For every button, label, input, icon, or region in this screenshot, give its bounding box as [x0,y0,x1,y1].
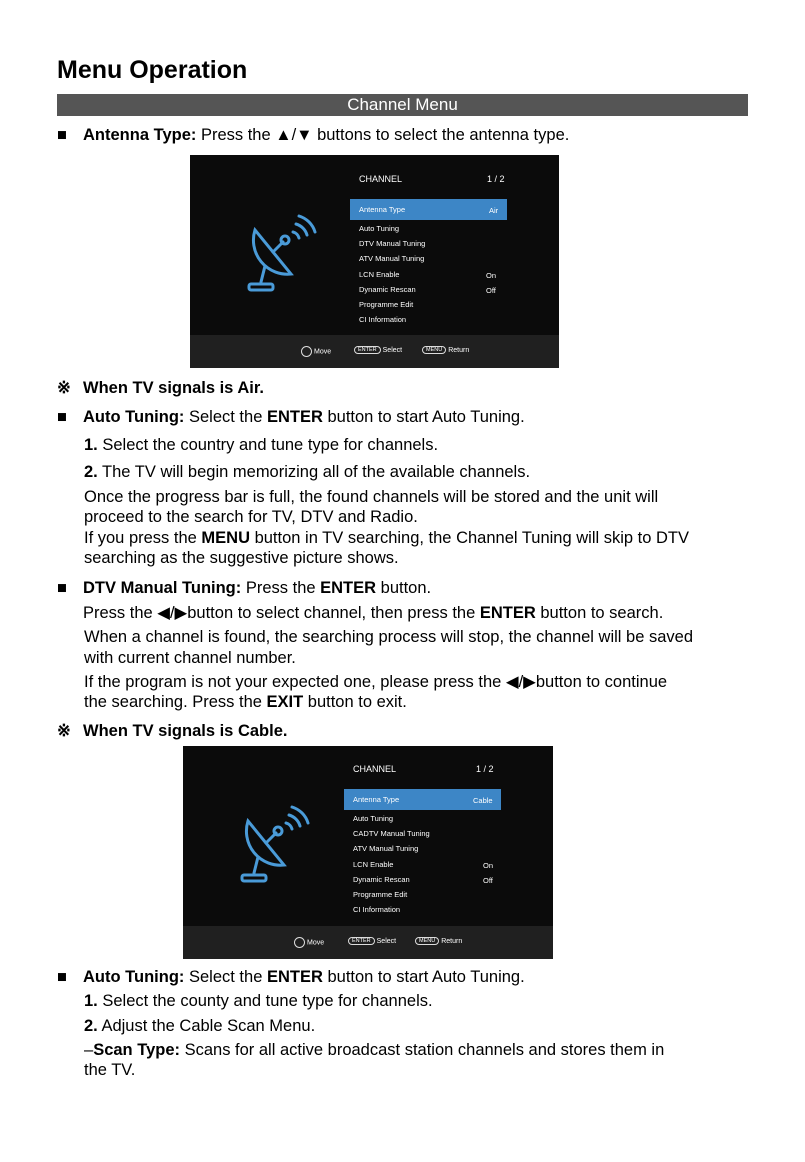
auto-tuning-cable-paragraph: ■ Auto Tuning: Select the ENTER button to start Auto Tuning. [57,968,525,986]
auto-text-line: Once the progress bar is full, the found channels will be stored and the unit will [84,488,659,506]
menu-header: CHANNEL [359,174,403,184]
reference-mark-icon: ※ [57,722,71,740]
menu-item-programme-edit[interactable]: Programme Edit [353,890,408,899]
cable-step-1: 1. Select the county and tune type for channels. [84,992,433,1010]
page-indicator: 1 / 2 [476,764,494,774]
auto-text-line: If you press the MENU button in TV searching, the Channel Tuning will skip to DTV [84,529,690,547]
rescan-value: Off [483,876,493,885]
cable-step-2: 2. Adjust the Cable Scan Menu. [84,1017,316,1035]
menu-item-dynamic-rescan[interactable]: Dynamic Rescan [359,285,416,294]
menu-item-antenna-type[interactable]: Antenna Type [359,205,406,214]
dtv-text-line: If the program is not your expected one, please press the ◀/▶button to continue [84,673,668,691]
return-hint: MENU Return [422,346,469,354]
dtv-text-line: with current channel number. [84,649,296,667]
reference-mark-icon: ※ [57,379,71,397]
dtv-manual-paragraph: ■ DTV Manual Tuning: Press the ENTER button. [57,579,432,597]
section-banner: Channel Menu [57,94,748,116]
move-hint: Move [301,346,331,357]
satellite-dish-icon [233,208,323,298]
antenna-value: Cable [473,796,493,805]
tv-footer [190,335,559,368]
return-hint: MENU Return [415,937,462,945]
square-bullet-icon: ■ [57,579,67,597]
auto-step-1: 1. Select the country and tune type for channels. [84,436,439,454]
tv-screen-air [190,155,559,368]
navigate-icon [301,346,312,357]
menu-key-icon: MENU [415,937,439,945]
menu-header: CHANNEL [353,764,397,774]
scan-type-line: the TV. [84,1061,136,1079]
auto-text-line: proceed to the search for TV, DTV and Radio. [84,508,418,526]
auto-text-line: searching as the suggestive picture shows. [84,549,399,567]
move-hint: Move [294,937,324,948]
menu-item-atv-manual[interactable]: ATV Manual Tuning [359,254,425,263]
menu-item-auto-tuning[interactable]: Auto Tuning [359,224,400,233]
square-bullet-icon: ■ [57,968,67,986]
menu-item-programme-edit[interactable]: Programme Edit [359,300,414,309]
menu-item-auto-tuning[interactable]: Auto Tuning [353,814,394,823]
antenna-value: Air [489,206,499,215]
rescan-value: Off [486,286,496,295]
auto-tuning-paragraph: ■ Auto Tuning: Select the ENTER button to start Auto Tuning. [57,408,525,426]
satellite-dish-icon [226,799,316,889]
dtv-text-line: the searching. Press the EXIT button to exit. [84,693,407,711]
dtv-text-line: When a channel is found, the searching process will stop, the channel will be saved [84,628,694,646]
select-hint: ENTER Select [354,346,402,354]
dtv-text-line: Press the ◀/▶button to select channel, then press the ENTER button to search. [83,604,664,622]
menu-item-ci-information[interactable]: CI Information [359,315,407,324]
scan-type-line: –Scan Type: Scans for all active broadcast station channels and stores them in [84,1041,665,1059]
auto-step-2: 2. The TV will begin memorizing all of the available channels. [84,463,531,481]
select-hint: ENTER Select [348,937,396,945]
enter-key-icon: ENTER [354,346,381,354]
enter-key-icon: ENTER [348,937,375,945]
page-title: Menu Operation [57,56,248,84]
page-indicator: 1 / 2 [487,174,505,184]
cable-note: ※ When TV signals is Cable. [57,722,288,740]
navigate-icon [294,937,305,948]
menu-key-icon: MENU [422,346,446,354]
menu-item-dtv-manual[interactable]: DTV Manual Tuning [359,239,426,248]
tv-footer [183,926,553,959]
lcn-value: On [483,861,494,870]
tv-screen-cable [183,746,553,959]
menu-item-lcn-enable[interactable]: LCN Enable [359,270,400,279]
square-bullet-icon: ■ [57,408,67,426]
air-note: ※ When TV signals is Air. [57,379,264,397]
menu-item-ci-information[interactable]: CI Information [353,905,401,914]
menu-item-antenna-type[interactable]: Antenna Type [353,795,400,804]
antenna-type-paragraph: ■ Antenna Type: Press the ▲/▼ buttons to select the antenna type. [57,126,570,144]
menu-item-atv-manual[interactable]: ATV Manual Tuning [353,844,419,853]
menu-item-lcn-enable[interactable]: LCN Enable [353,860,394,869]
square-bullet-icon: ■ [57,126,67,144]
menu-item-dynamic-rescan[interactable]: Dynamic Rescan [353,875,410,884]
menu-item-cadtv-manual[interactable]: CADTV Manual Tuning [353,829,430,838]
lcn-value: On [486,271,497,280]
